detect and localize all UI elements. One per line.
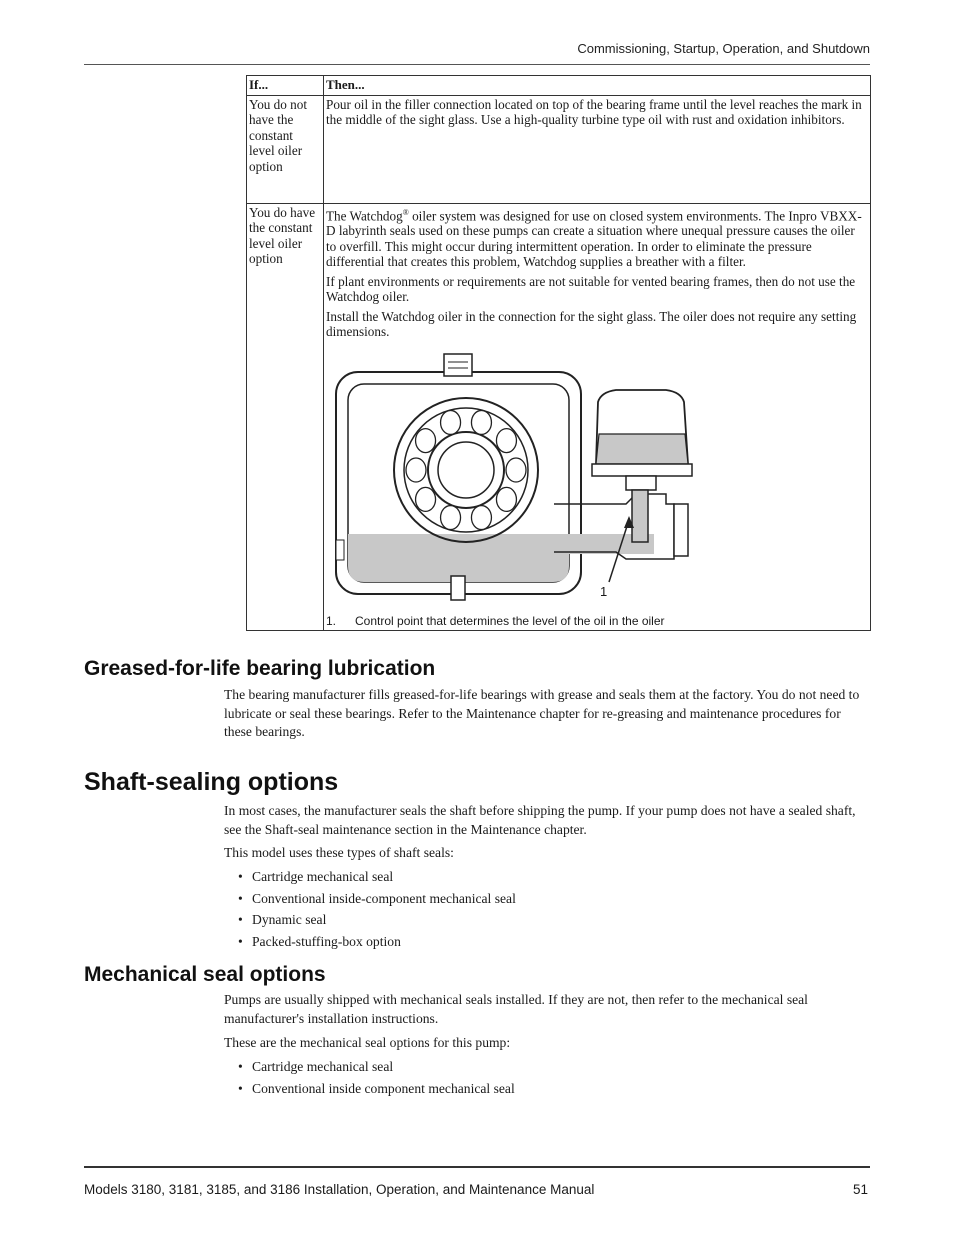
table-row xyxy=(247,95,871,203)
top-plug xyxy=(444,354,472,376)
list-item: • Dynamic seal xyxy=(238,909,516,931)
bearing-ball xyxy=(441,505,461,529)
table-row xyxy=(247,203,871,630)
section-heading-shaft-sealing: Shaft-sealing options xyxy=(84,768,339,796)
oiler-nut xyxy=(674,504,688,556)
oiler-diagram xyxy=(326,344,872,609)
oiler-reservoir-oil xyxy=(596,434,688,464)
mechanical-seal-list xyxy=(238,1056,515,1099)
action-text: If plant environments or requirements are not suitable for vented bearing frames, then do not use the Watchdog oiler. xyxy=(326,273,856,305)
running-head: Commissioning, Startup, Operation, and Shutdown xyxy=(577,41,870,56)
action-text xyxy=(326,205,868,270)
header-rule xyxy=(84,64,870,65)
bearing-ball xyxy=(441,410,461,434)
list-item: • Conventional inside component mechanical seal xyxy=(238,1078,515,1100)
bearing-ball xyxy=(406,458,426,482)
caption-number: 1. xyxy=(326,613,337,628)
mechanical-body-1: Pumps are usually shipped with mechanical seals installed. If they are not, then refer to the mechanical seal manufacturer's installation instructions. xyxy=(224,992,808,1026)
registered-mark: ® xyxy=(402,207,409,217)
action-text-part: oiler system was designed for use on closed system environments. The Inpro VBXX-D labyrinth seals used on these pumps can create a situation where unequal pressure causes the oiler to overfill. This might occur during intermittent operation. In order to eliminate the pressure differential that creates this problem, Watchdog supplies a breather with a filter. xyxy=(326,207,862,270)
list-item: • Cartridge mechanical seal xyxy=(238,866,516,888)
condition-cell: You do not have the constant level oiler option xyxy=(247,95,324,203)
list-item: • Conventional inside-component mechanical seal xyxy=(238,888,516,910)
section-heading-greased: Greased-for-life bearing lubrication xyxy=(84,657,436,680)
shaft-body-2: This model uses these types of shaft seals: xyxy=(224,845,454,860)
bearing-ball xyxy=(416,429,436,453)
oiler-figure xyxy=(326,344,868,629)
figure-caption: Control point that determines the level of the oil in the oiler xyxy=(355,613,665,628)
action-cell xyxy=(324,95,871,203)
oiler-control-tube xyxy=(632,490,648,542)
if-then-table xyxy=(246,75,871,631)
action-cell xyxy=(324,203,871,630)
bearing-ball xyxy=(506,458,526,482)
greased-body: The bearing manufacturer fills greased-for-life bearings with grease and seals them at the factory. You do not need to lubricate or seal these bearings. Refer to the Maintenance chapter for re-greasing and maintenance procedures for these bearings. xyxy=(224,687,860,739)
oiler-base xyxy=(592,464,692,476)
footer-manual-title: Models 3180, 3181, 3185, and 3186 Installation, Operation, and Maintenance Manual xyxy=(84,1182,595,1197)
action-text-part: The Watchdog xyxy=(326,207,403,223)
shaft xyxy=(438,442,494,498)
shaft-body-1: In most cases, the manufacturer seals the shaft before shipping the pump. If your pump does not have a sealed shaft, see the Shaft-seal maintenance section in the Maintenance chapter. xyxy=(224,803,856,837)
condition-cell: You do have the constant level oiler option xyxy=(247,203,324,630)
col-header-then: Then... xyxy=(324,76,871,96)
bearing-ball xyxy=(471,505,491,529)
oiler-neck xyxy=(626,476,656,490)
col-header-if: If... xyxy=(247,76,324,96)
drain-plug xyxy=(451,576,465,600)
table-header-row xyxy=(247,76,871,96)
callout-label: 1 xyxy=(600,583,608,599)
mechanical-body-2: These are the mechanical seal options for this pump: xyxy=(224,1035,511,1050)
section-heading-mechanical: Mechanical seal options xyxy=(84,963,326,986)
action-text: Install the Watchdog oiler in the connection for the sight glass. The oiler does not require any setting dimensions. xyxy=(326,308,857,340)
bearing-ball xyxy=(471,410,491,434)
list-item: • Cartridge mechanical seal xyxy=(238,1056,515,1078)
bearing-ball xyxy=(496,487,516,511)
sight-marks xyxy=(336,540,344,560)
page-number: 51 xyxy=(852,1182,868,1197)
list-item: • Packed-stuffing-box option xyxy=(238,931,516,953)
footer-rule xyxy=(84,1166,870,1168)
shaft-seal-list xyxy=(238,866,516,952)
bearing-ball xyxy=(416,487,436,511)
bearing-ball xyxy=(496,429,516,453)
action-text: Pour oil in the filler connection located on top of the bearing frame until the level reaches the mark in the middle of the sight glass. Use a high-quality turbine type oil with rust and oxidation inhibitors. xyxy=(326,96,862,127)
